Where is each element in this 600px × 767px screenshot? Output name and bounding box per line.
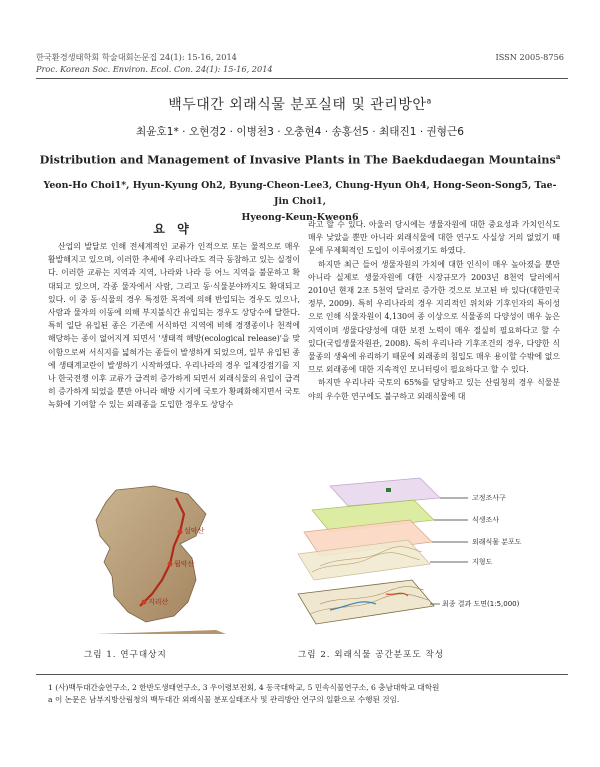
layer-label-1: 식생조사: [472, 516, 500, 524]
abstract-paragraph-3: 하지만 최근 들어 생물자원의 가치에 대한 인식이 매우 높아졌을 뿐만 아니라 실제로 생물자원에 대한 시장규모가 2003년 8천억 달러에서 2010년 현재 2조 5천억 달러로 증가한 것으로 보고된 바 있다(대한민국정부, 2009). 특히 우리나라의 경우 지리적인 위치와 기후인자의 특이성으로 인해 식물자원이 4,130여 종 이상으로 식물종의 다양성이 매우 높은 지역이며 생물다양성에 대한 보전 노력이 매우 절실히 필요하다고 할 수 있다(국립생물자원관, 2008). 특히 우리나라 기후조건의 경우, 다양한 식물종의 생육에 유리하기 때문에 외래종의 침입도 매우 용이할 수밖에 없으므로 외래종에 대한 지속적인 모니터링이 필요하다고 할 수 있다.: [308, 259, 560, 375]
section-title: 요 약: [153, 222, 193, 236]
issn: ISSN 2005-8756: [495, 52, 564, 62]
abstract-paragraph-4: 하지만 우리나라 국토의 65%를 담당하고 있는 산림청의 경우 식물분야의 우수한 연구에도 불구하고 외래식물에 대: [308, 378, 560, 401]
header-rule: [36, 78, 568, 79]
journal-header-en: Proc. Korean Soc. Environ. Ecol. Con. 24(1): 15-16, 2014: [36, 64, 273, 74]
layer-label-2: 외래식물 분포도: [472, 538, 522, 546]
map-label-0: 설악산: [184, 527, 205, 535]
map-label-1: 월악산: [174, 560, 195, 568]
abstract-left-column: [48, 240, 300, 476]
layer-label-0: 고정조사구: [472, 494, 506, 502]
figure-2-layers: [290, 476, 562, 644]
footnote-rule: [36, 674, 568, 675]
layer-fixed-plots: [330, 478, 440, 506]
abstract-paragraph-2: 라고 할 수 있다. 아울러 당시에는 생물자원에 대한 중요성과 가치인식도 매우 낮았을 뿐만 아니라 외래식물에 대한 연구도 사실상 거의 없었기 때문에 무제획적인 도입이 이루어졌기도 하였다.: [308, 220, 560, 256]
layer-label-4: 최종 결과 도면(1:5,000): [442, 600, 520, 608]
abstract-paragraph-1: 산업의 발달로 인해 전세계적인 교류가 인적으로 또는 물적으로 매우 활발해지고 있으며, 이러한 추세에 우리나라도 적극 동참하고 있는 실정이다. 이러한 교류는 지역과 지역, 나라와 나라 등 어느 지역을 불문하고 확대되고 있으며, 각종 물자에서 사람, 그리고 동·식물분야까지도 확대되고 있다. 이 중 동·식물의 경우 특정한 목적에 의해 반입되는 경우도 있으나, 사람과 물자의 이동에 의해 부지불식간 유입되는 경우도 상당수에 달한다. 특히 일단 유입된 종은 기존에 서식하던 지역에 비해 경쟁종이나 천적에 해당하는 종이 없어지게 되면서 '생태적 해방(ecological release)'을 맞이함으로써 서식지를 넓혀가는 종들이 발생하게 되었으며, 일부 유입된 종에 생태계교란이 발생하기 시작하였다. 우리나라의 경우 일제강점기를 지나 한국전쟁 이후 교류가 급격히 증가하게 되면서 외래식물의 유입이 급격히 증가하게 되었을 뿐만 아니라 해방 시기에 국토가 황폐화해지면서 국토녹화에 기여할 수 있는 외래종을 도입한 경우도 상당수: [48, 242, 300, 410]
title-en: Distribution and Management of Invasive Plants in The Baekdudaegan Mountains$^a$: [39, 152, 561, 167]
layer-label-3: 지형도: [472, 558, 493, 566]
authors-ko: 최윤호1* · 오현경2 · 이병천3 · 오충현4 · 송홍선5 · 최태진1 · 권형근6: [136, 126, 464, 138]
authors-en: Yeon-Ho Choi1*, Hyun-Kyung Oh2, Byung-Cheon-Lee3, Chung-Hyun Oh4, Hong-Seon-Song5, Tae-Jin Choi1, Hyeong-Keun-Kweon6: [43, 180, 557, 223]
footnote-affiliations: 1 (사)백두대간숲연구소, 2 한반도생태연구소, 3 우이령보전회, 4 동국대학교, 5 민속식물연구소, 6 충남대학교 대학원: [48, 683, 440, 692]
map-label-2: 지리산: [148, 598, 169, 606]
footnote-funding: a 이 논문은 남부지방산림청의 백두대간 외래식물 분포실태조사 및 관리방안 연구의 일환으로 수행된 것임.: [48, 695, 400, 704]
figure-1-map: [76, 484, 266, 634]
figure-1-caption: 그림 1. 연구대상지: [84, 650, 167, 660]
abstract-right-column: [308, 218, 560, 476]
footnotes: [48, 682, 568, 706]
title-ko: 백두대간 외래식물 분포실태 및 관리방안$^a$: [168, 96, 432, 113]
journal-header-ko: 한국환경생태학회 학술대회논문집 24(1): 15-16, 2014: [36, 52, 237, 62]
figure-2-caption: 그림 2. 외래식물 공간분포도 작성: [298, 650, 445, 660]
